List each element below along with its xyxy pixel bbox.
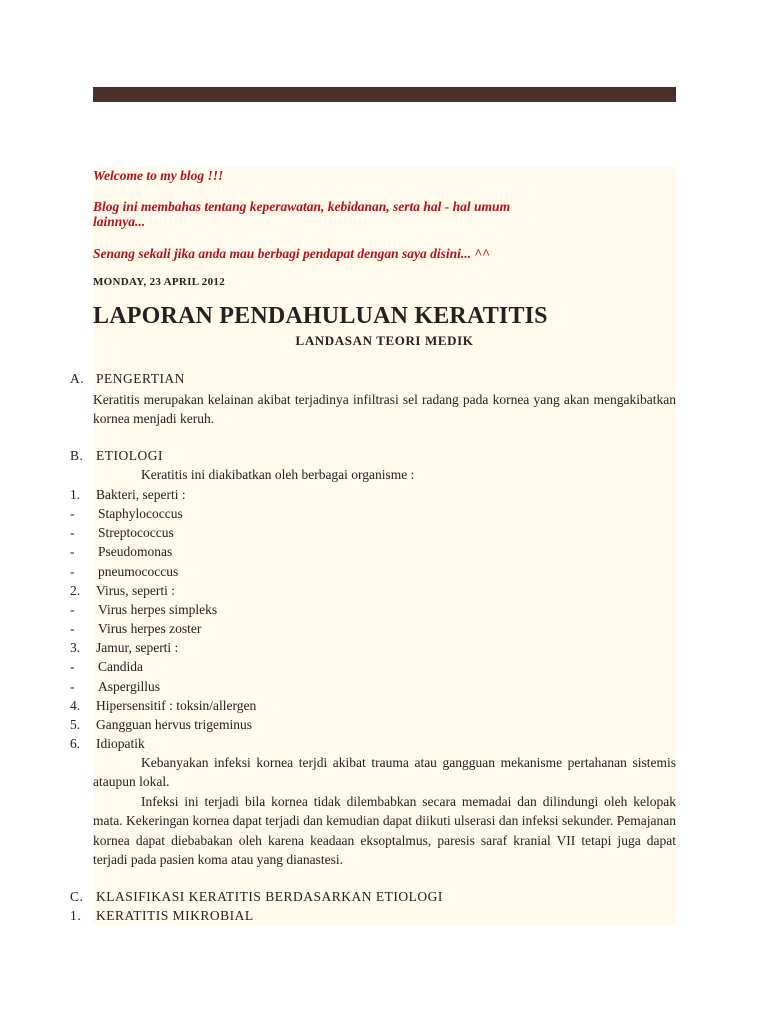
list-item: Idiopatik: [96, 736, 145, 751]
list-item: Virus herpes simpleks: [98, 602, 218, 617]
list-marker: -: [70, 659, 75, 674]
list-marker: -: [70, 621, 75, 636]
list-marker: -: [70, 506, 75, 521]
list-item: Virus, seperti :: [96, 583, 176, 598]
list-marker: -: [70, 679, 75, 694]
list-item: pneumococcus: [98, 564, 179, 579]
list-marker: 3.: [70, 640, 81, 655]
section-a-title: PENGERTIAN: [96, 371, 185, 386]
section-a-marker: A.: [70, 371, 85, 386]
list-item: Aspergillus: [98, 679, 161, 694]
list-marker: -: [70, 602, 75, 617]
list-item: Hipersensitif : toksin/allergen: [96, 698, 257, 713]
paragraph: Infeksi ini terjadi bila kornea tidak dilembabkan secara memadai dan dilindungi oleh kelopak mata. Kekeringan kornea dapat terjadi dan kemudian dapat diikuti ulserasi dan infeksi sekunder. Pemajanan kornea dapat diebabakan oleh karena keadaan eksoptalmus, paresis saraf kranial VII tetapi juga dapat terjadi pada pasien koma atau yang dianastesi.: [93, 794, 676, 867]
list-marker: -: [70, 564, 75, 579]
list-item: Gangguan hervus trigeminus: [96, 717, 252, 732]
list-item: Streptococcus: [98, 525, 174, 540]
list-marker: -: [70, 544, 75, 559]
blog-description-line-cont: lainnya...: [93, 214, 146, 229]
paragraph: Kebanyakan infeksi kornea terjdi akibat trauma atau gangguan mekanisme pertahanan sistemis ataupun lokal.: [93, 755, 676, 790]
list-marker: 2.: [70, 583, 81, 598]
section-c-marker: C.: [70, 889, 84, 904]
post-title[interactable]: LAPORAN PENDAHULUAN KERATITIS: [93, 303, 548, 329]
subsection-title: KERATITIS MIKROBIAL: [96, 908, 254, 923]
header-bar: [93, 87, 676, 102]
list-marker: 4.: [70, 698, 81, 713]
welcome-line: Welcome to my blog !!!: [93, 168, 224, 183]
section-b-intro: Keratitis ini diakibatkan oleh berbagai organisme :: [141, 467, 415, 482]
section-b-marker: B.: [70, 448, 84, 463]
section-b-title: ETIOLOGI: [96, 448, 163, 463]
subsection-marker: 1.: [70, 908, 82, 923]
list-item: Jamur, seperti :: [96, 640, 179, 655]
list-item: Candida: [98, 659, 143, 674]
list-item: Virus herpes zoster: [98, 621, 202, 636]
invitation-line: Senang sekali jika anda mau berbagi pendapat dengan saya disini... ^^: [93, 246, 490, 261]
section-a-text: Keratitis merupakan kelainan akibat terjadinya infiltrasi sel radang pada kornea yang akan mengakibatkan kornea menjadi keruh.: [93, 392, 676, 427]
list-marker: -: [70, 525, 75, 540]
post-subtitle: LANDASAN TEORI MEDIK: [295, 333, 474, 348]
blog-description-line: Blog ini membahas tentang keperawatan, kebidanan, serta hal - hal umum: [93, 199, 511, 214]
list-item: Pseudomonas: [98, 544, 173, 559]
list-marker: 1.: [70, 487, 81, 502]
section-c-title: KLASIFIKASI KERATITIS BERDASARKAN ETIOLOGI: [96, 889, 443, 904]
list-marker: 5.: [70, 717, 81, 732]
post-date: MONDAY, 23 APRIL 2012: [93, 276, 226, 288]
list-marker: 6.: [70, 736, 81, 751]
list-item: Bakteri, seperti :: [96, 487, 186, 502]
list-item: Staphylococcus: [98, 506, 183, 521]
